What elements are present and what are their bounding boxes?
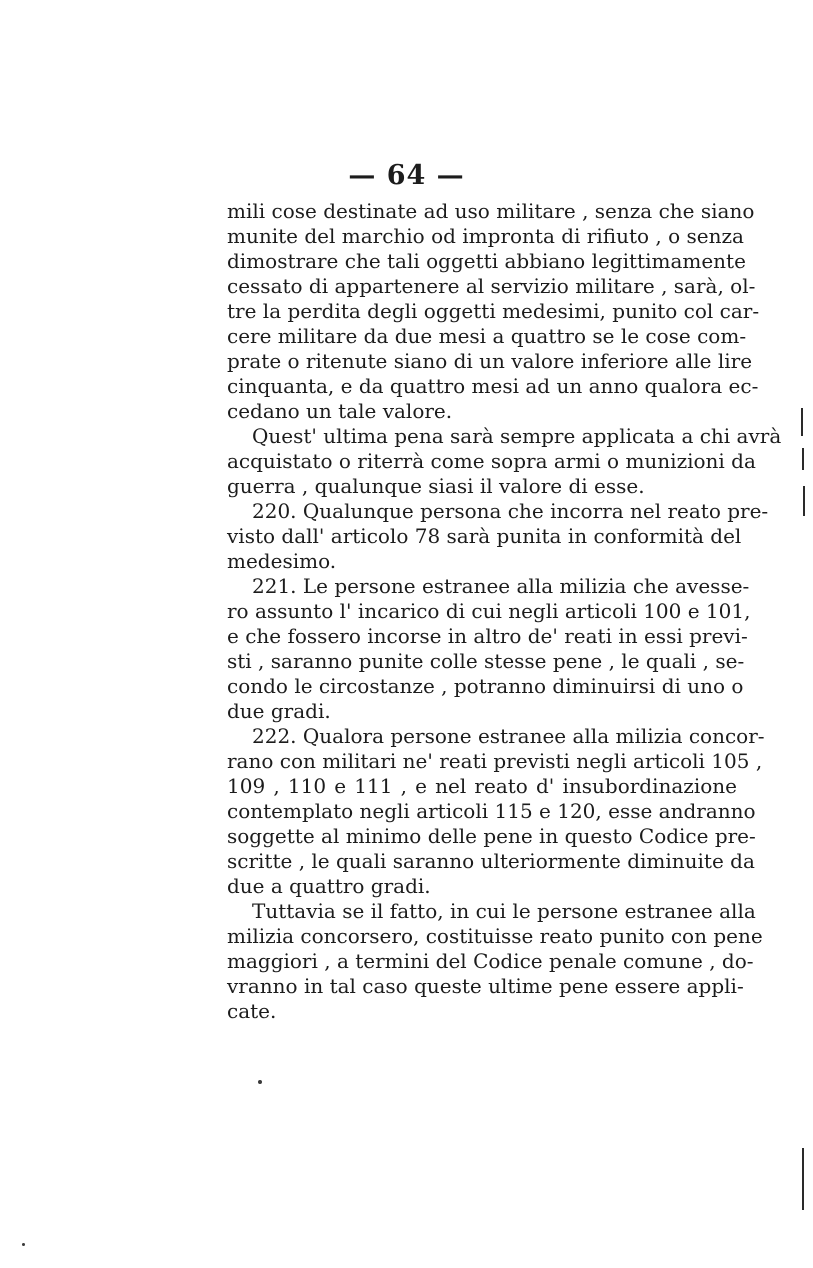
text-line: due gradi.: [227, 699, 331, 723]
text-line: rano con militari ne' reati previsti negli articoli 105 ,: [227, 749, 763, 773]
scan-mark: [802, 448, 804, 470]
text-line: vranno in tal caso queste ultime pene essere appli-: [227, 974, 744, 998]
text-line: scritte , le quali saranno ulteriormente diminuite da: [227, 849, 755, 873]
paragraph-article-222: [227, 724, 765, 899]
scan-mark: [803, 486, 805, 516]
text-line: condo le circostanze , potranno diminuirsi di uno o: [227, 674, 744, 698]
text-line: contemplato negli articoli 115 e 120, esse andranno: [227, 799, 756, 823]
text-line: cedano un tale valore.: [227, 399, 453, 423]
text-line: guerra , qualunque siasi il valore di esse.: [227, 474, 645, 498]
text-line: ro assunto l' incarico di cui negli articoli 100 e 101,: [227, 599, 751, 623]
paragraph-article-221: [227, 574, 751, 724]
text-line: prate o ritenute siano di un valore inferiore alle lire: [227, 349, 753, 373]
text-line: 221. Le persone estranee alla milizia che avesse-: [252, 574, 750, 598]
text-line: medesimo.: [227, 549, 337, 573]
scan-speck: [258, 1080, 262, 1084]
text-line: maggiori , a termini del Codice penale comune , do-: [227, 949, 754, 973]
text-line: cate.: [227, 999, 277, 1023]
text-line: cinquanta, e da quattro mesi ad un anno qualora ec-: [227, 374, 759, 398]
text-line: munite del marchio od impronta di rifiuto , o senza: [227, 224, 744, 248]
text-line: sti , saranno punite colle stesse pene , le quali , se-: [227, 649, 745, 673]
text-line: 109 , 110 e 111 , e nel reato d' insubordinazione: [227, 774, 737, 798]
text-line: Tuttavia se il fatto, in cui le persone estranee alla: [252, 899, 756, 923]
text-line: milizia concorsero, costituisse reato punito con pene: [227, 924, 763, 948]
scan-speck: [22, 1243, 25, 1246]
paragraph-tuttavia: [227, 899, 763, 1024]
paragraph-intro: [227, 199, 760, 424]
page-number: — 64 —: [348, 160, 465, 191]
text-line: e che fossero incorse in altro de' reati in essi previ-: [227, 624, 748, 648]
scan-mark: [802, 1148, 804, 1210]
text-line: 222. Qualora persone estranee alla milizia concor-: [252, 724, 765, 748]
text-line: cere militare da due mesi a quattro se le cose com-: [227, 324, 747, 348]
text-line: mili cose destinate ad uso militare , senza che siano: [227, 199, 755, 223]
paragraph-article-220: [227, 499, 769, 574]
text-line: cessato di appartenere al servizio militare , sarà, ol-: [227, 274, 756, 298]
text-line: soggette al minimo delle pene in questo Codice pre-: [227, 824, 756, 848]
scan-mark: [801, 408, 803, 436]
paragraph-ultima-pena: [227, 424, 782, 499]
text-line: dimostrare che tali oggetti abbiano legittimamente: [227, 249, 746, 273]
body-text: [227, 199, 782, 1024]
text-line: Quest' ultima pena sarà sempre applicata a chi avrà: [252, 424, 782, 448]
text-line: due a quattro gradi.: [227, 874, 431, 898]
text-line: 220. Qualunque persona che incorra nel reato pre-: [252, 499, 769, 523]
text-line: acquistato o riterrà come sopra armi o munizioni da: [227, 449, 756, 473]
text-line: visto dall' articolo 78 sarà punita in conformità del: [227, 524, 742, 548]
text-line: tre la perdita degli oggetti medesimi, punito col car-: [227, 299, 760, 323]
